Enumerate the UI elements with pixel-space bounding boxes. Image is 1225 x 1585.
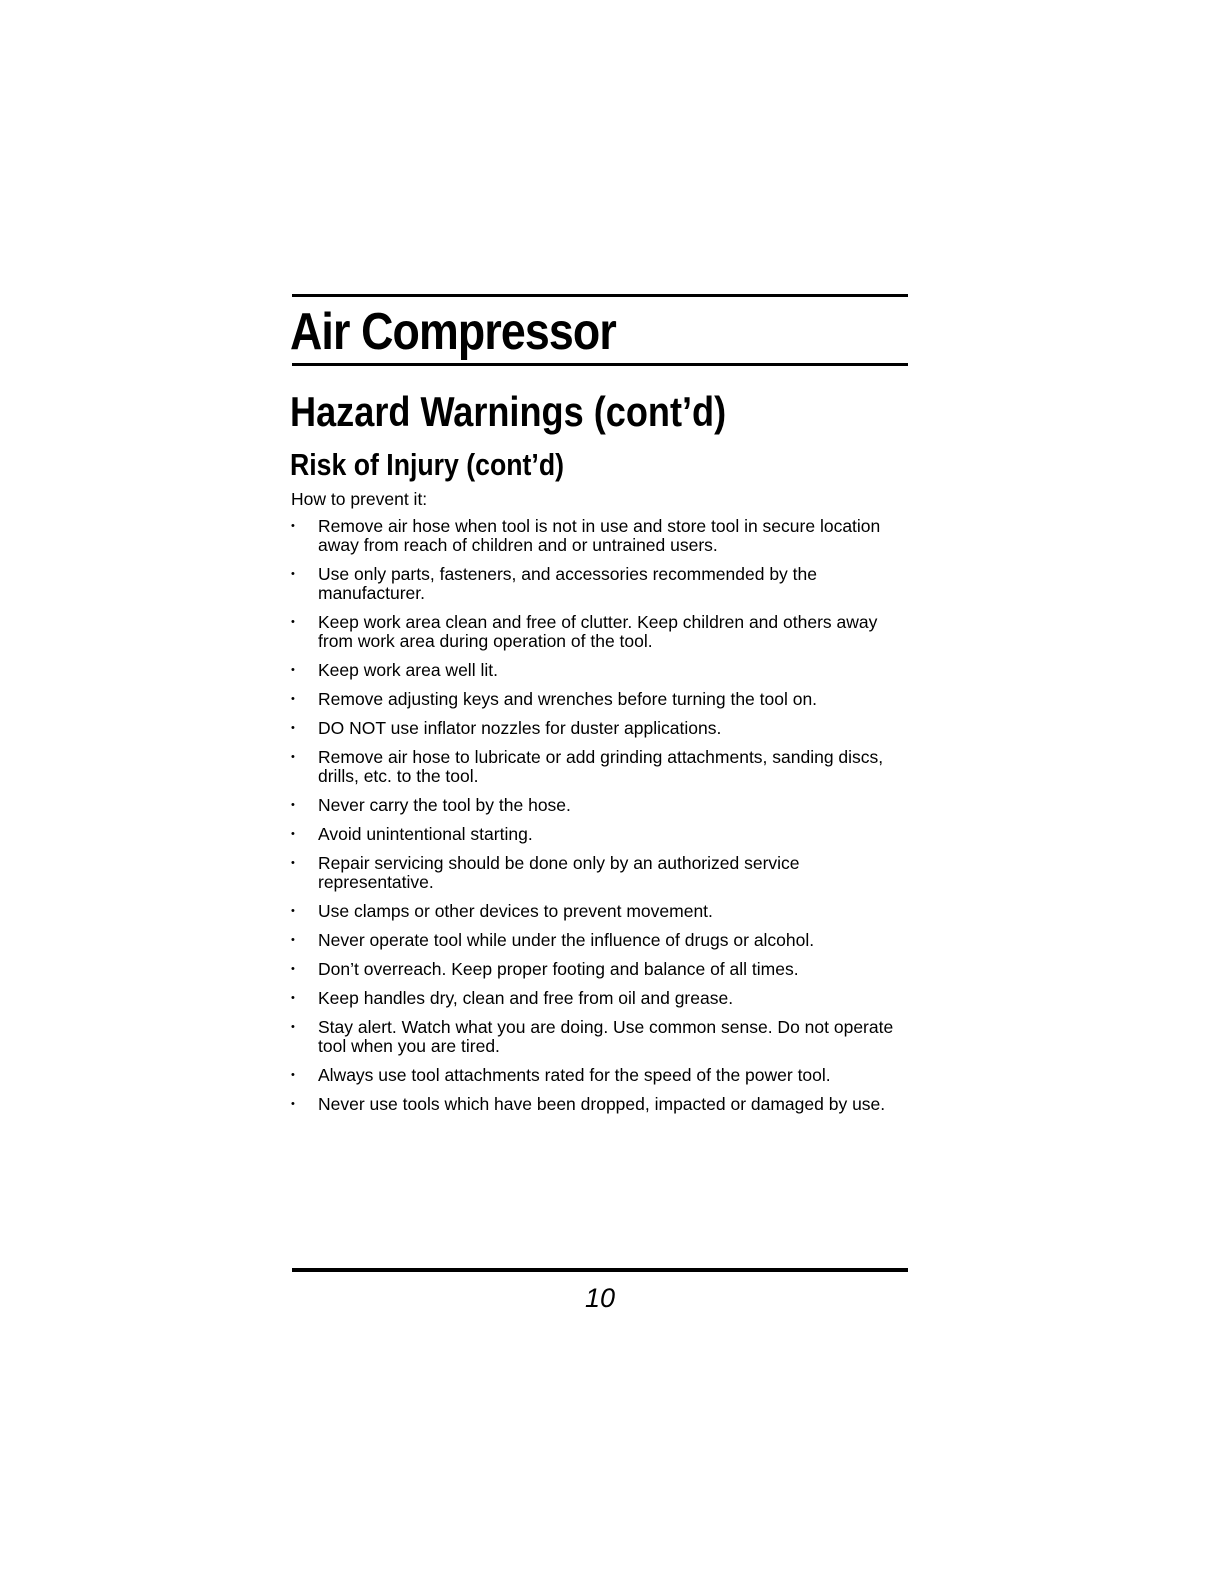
list-item: • DO NOT use inflator nozzles for duster applications. xyxy=(291,719,911,738)
list-item: • Remove adjusting keys and wrenches before turning the tool on. xyxy=(291,690,911,709)
list-item: • Use only parts, fasteners, and accessories recommended by the manufacturer. xyxy=(291,565,911,603)
footer-rule xyxy=(292,1268,908,1272)
list-item: • Never use tools which have been dropped, impacted or damaged by use. xyxy=(291,1095,911,1114)
list-item: • Remove air hose to lubricate or add grinding attachments, sanding discs, drills, etc. to the tool. xyxy=(291,748,911,786)
warning-list xyxy=(291,517,911,1124)
list-item: • Remove air hose when tool is not in use and store tool in secure location away from reach of children and or untrained users. xyxy=(291,517,911,555)
section-title: Hazard Warnings (cont’d) xyxy=(290,388,727,435)
list-item: • Don’t overreach. Keep proper footing and balance of all times. xyxy=(291,960,911,979)
list-item: • Avoid unintentional starting. xyxy=(291,825,911,844)
list-item: • Repair servicing should be done only by an authorized service representative. xyxy=(291,854,911,892)
list-item: • Keep handles dry, clean and free from oil and grease. xyxy=(291,989,911,1008)
list-item: • Always use tool attachments rated for the speed of the power tool. xyxy=(291,1066,911,1085)
document-title: Air Compressor xyxy=(290,303,616,361)
list-item: • Never operate tool while under the influence of drugs or alcohol. xyxy=(291,931,911,950)
list-item: • Never carry the tool by the hose. xyxy=(291,796,911,815)
page-number: 10 xyxy=(584,1283,616,1313)
subsection-title: Risk of Injury (cont’d) xyxy=(290,447,565,482)
list-item: • Keep work area well lit. xyxy=(291,661,911,680)
top-rule xyxy=(292,294,908,297)
list-item: • Keep work area clean and free of clutter. Keep children and others away from work area during operation of the tool. xyxy=(291,613,911,651)
list-item: • Stay alert. Watch what you are doing. Use common sense. Do not operate tool when you are tired. xyxy=(291,1018,911,1056)
list-item: • Use clamps or other devices to prevent movement. xyxy=(291,902,911,921)
title-underline-rule xyxy=(292,363,908,366)
intro-text: How to prevent it: xyxy=(291,489,428,509)
